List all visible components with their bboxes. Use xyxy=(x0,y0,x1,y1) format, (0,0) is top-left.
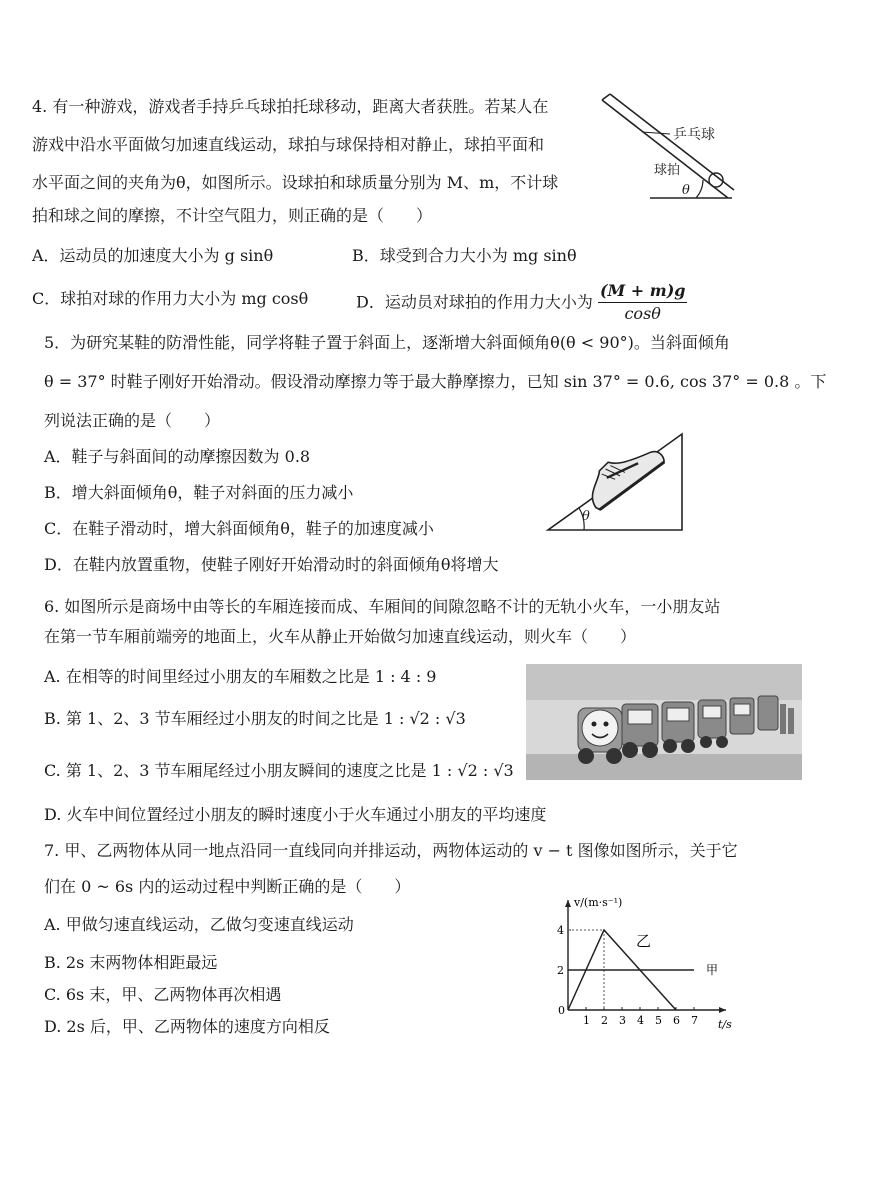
q7-option-a: A. 甲做匀速直线运动，乙做匀变速直线运动 xyxy=(44,915,354,934)
q4-option-d-numerator: (M + m)g xyxy=(598,280,688,303)
x-tick-label: 2 xyxy=(601,1014,608,1027)
y-axis-arrow xyxy=(565,900,571,907)
q7-option-b: B. 2s 末两物体相距最远 xyxy=(44,953,218,972)
q4-stem-line-2: 游戏中沿水平面做匀加速直线运动，球拍与球保持相对静止，球拍平面和 xyxy=(32,135,545,154)
q4-fig-paddle-label: 球拍 xyxy=(654,163,681,178)
y-tick-label: 4 xyxy=(557,924,564,937)
q7-stem-line-1: 7. 甲、乙两物体从同一地点沿同一直线同向并排运动，两物体运动的 v − t 图像如图所示，关于它 xyxy=(44,841,738,860)
y-axis-label: v/(m·s⁻¹) xyxy=(574,896,623,909)
q5-fig-theta-label: θ xyxy=(582,509,590,524)
q4-fig-ball-label: 乒乓球 xyxy=(673,127,715,143)
x-axis-arrow xyxy=(719,1007,726,1013)
q4-option-b: B．球受到合力大小为 mg sinθ xyxy=(352,246,577,265)
q6-option-b: B. 第 1、2、3 节车厢经过小朋友的时间之比是 1 : √2 : √3 xyxy=(44,709,466,728)
q4-stem-line-4: 拍和球之间的摩擦，不计空气阻力，则正确的是（ ） xyxy=(32,206,433,225)
q5-option-d: D．在鞋内放置重物，使鞋子刚好开始滑动时的斜面倾角θ将增大 xyxy=(44,555,499,574)
q6-option-a: A. 在相等的时间里经过小朋友的车厢数之比是 1 : 4 : 9 xyxy=(44,667,437,686)
x-axis-label: t/s xyxy=(718,1018,732,1031)
q4-stem-line-3: 水平面之间的夹角为θ，如图所示。设球拍和球质量分别为 M、m，不计球 xyxy=(32,173,559,192)
q7-stem-line-2: 们在 0 ~ 6s 内的运动过程中判断正确的是（ ） xyxy=(44,877,411,896)
q4-option-c: C．球拍对球的作用力大小为 mg cosθ xyxy=(32,289,309,308)
x-tick-label: 5 xyxy=(655,1014,662,1027)
angle-arc xyxy=(696,180,703,198)
q4-option-d-fraction xyxy=(598,280,688,325)
q5-stem-line-2: θ = 37° 时鞋子刚好开始滑动。假设滑动摩擦力等于最大静摩擦力，已知 sin 37° = 0.6, cos 37° = 0.8 。下 xyxy=(44,372,827,391)
origin-label: 0 xyxy=(558,1004,565,1017)
q4-fig-theta-label: θ xyxy=(682,183,690,198)
q6-stem-line-2: 在第一节车厢前端旁的地面上，火车从静止开始做匀加速直线运动，则火车（ ） xyxy=(44,627,637,646)
q5-incline-figure xyxy=(544,428,686,534)
q5-option-c: C．在鞋子滑动时，增大斜面倾角θ，鞋子的加速度减小 xyxy=(44,519,434,538)
q4-option-a: A．运动员的加速度大小为 g sinθ xyxy=(32,246,274,265)
q7-option-c: C. 6s 末，甲、乙两物体再次相遇 xyxy=(44,985,282,1004)
x-tick-label: 1 xyxy=(583,1014,590,1027)
q5-stem-line-3: 列说法正确的是（ ） xyxy=(44,411,221,430)
q6-train-photo xyxy=(526,664,802,780)
q4-option-d xyxy=(356,280,687,325)
x-tick-label: 4 xyxy=(637,1014,644,1027)
q6-option-c: C. 第 1、2、3 节车厢尾经过小朋友瞬间的速度之比是 1 : √2 : √3 xyxy=(44,761,514,780)
q7-option-d: D. 2s 后，甲、乙两物体的速度方向相反 xyxy=(44,1017,330,1036)
q4-stem-line-1: 4. 有一种游戏，游戏者手持乒乓球拍托球移动，距离大者获胜。若某人在 xyxy=(32,97,549,116)
q4-option-d-denominator: cosθ xyxy=(624,304,661,323)
q4-paddle-figure xyxy=(598,92,738,204)
x-tick-label: 3 xyxy=(619,1014,626,1027)
y-tick-label: 2 xyxy=(557,964,564,977)
q5-stem-line-1: 5．为研究某鞋的防滑性能，同学将鞋子置于斜面上，逐渐增大斜面倾角θ(θ < 90°)。当斜面倾角 xyxy=(44,333,730,352)
shoe-icon xyxy=(579,435,667,511)
q4-option-d-prefix: D．运动员对球拍的作用力大小为 xyxy=(356,292,593,312)
q6-stem-line-1: 6. 如图所示是商场中由等长的车厢连接而成、车厢间的间隙忽略不计的无轨小火车，一小朋友站 xyxy=(44,597,721,616)
q5-option-b: B．增大斜面倾角θ，鞋子对斜面的压力减小 xyxy=(44,483,354,502)
series-label-jia: 甲 xyxy=(706,963,719,977)
q6-option-d: D. 火车中间位置经过小朋友的瞬时速度小于火车通过小朋友的平均速度 xyxy=(44,805,547,824)
q5-option-a: A．鞋子与斜面间的动摩擦因数为 0.8 xyxy=(44,447,311,466)
x-tick-label: 6 xyxy=(673,1014,680,1027)
x-tick-label: 7 xyxy=(691,1014,698,1027)
q7-vt-graph xyxy=(548,890,738,1038)
series-label-yi: 乙 xyxy=(636,932,652,950)
